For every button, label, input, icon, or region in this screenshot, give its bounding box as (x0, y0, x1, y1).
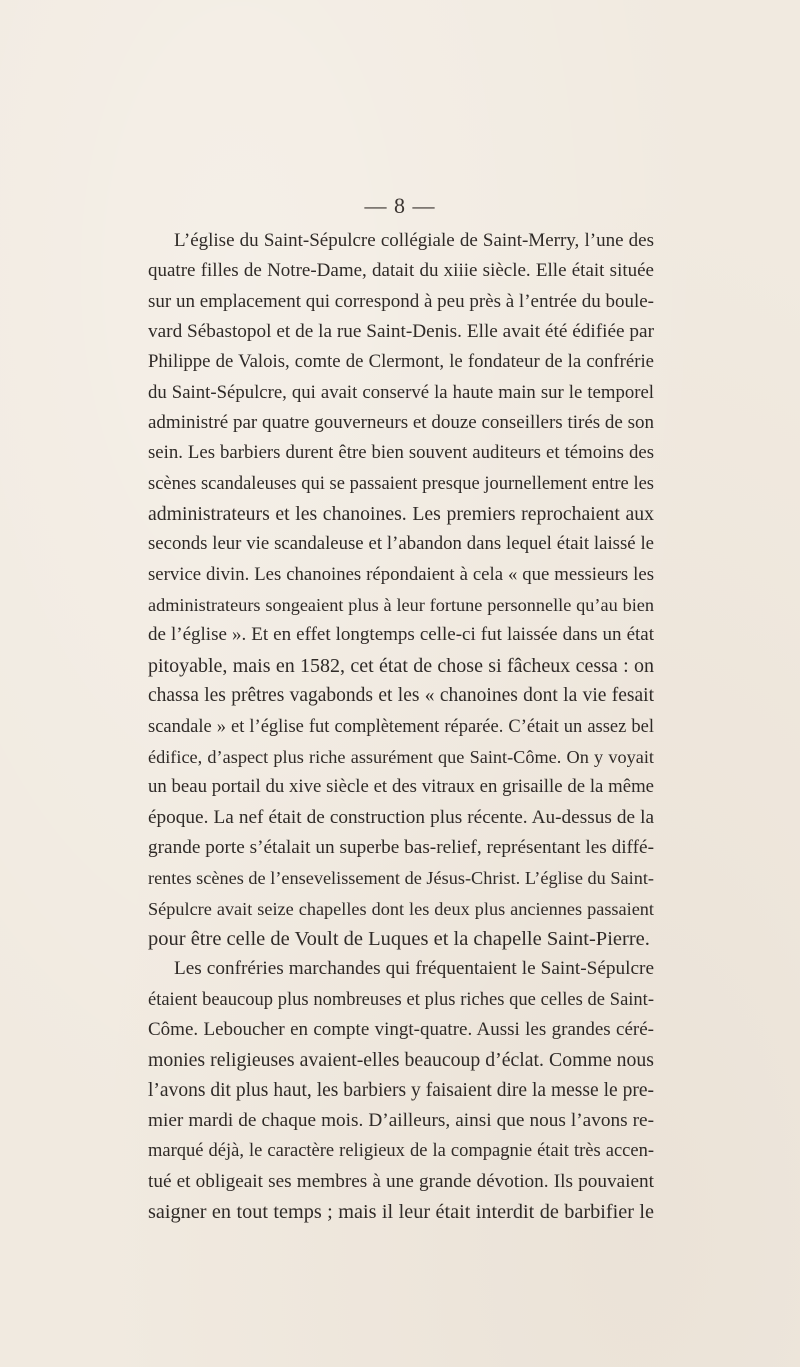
text-line: quatre filles de Notre-Dame, datait du xiiie siècle. Elle était située (148, 260, 654, 282)
text-line: un beau portail du xive siècle et des vitraux en grisaille de la même (148, 776, 654, 798)
text-line: grande porte s’étalait un superbe bas-relief, représentant les diffé- (148, 836, 654, 858)
text-line: édifice, d’aspect plus riche assurément que Saint-Côme. On y voyait (148, 746, 654, 767)
text-line: administré par quatre gouverneurs et douze conseillers tirés de son (148, 412, 654, 434)
text-line: l’avons dit plus haut, les barbiers y faisaient dire la messe le pre- (148, 1079, 654, 1101)
text-line: mier mardi de chaque mois. D’ailleurs, ainsi que nous l’avons re- (148, 1109, 654, 1131)
text-line: Les confréries marchandes qui fréquentaient le Saint-Sépulcre (174, 958, 654, 980)
text-line: chassa les prêtres vagabonds et les « chanoines dont la vie fesait (148, 685, 654, 707)
text-line: service divin. Les chanoines répondaient à cela « que messieurs les (148, 563, 654, 585)
text-line: de l’église ». Et en effet longtemps celle-ci fut laissée dans un état (148, 624, 654, 646)
text-line: du Saint-Sépulcre, qui avait conservé la haute main sur le temporel (148, 381, 654, 403)
page-number: — 8 — (364, 193, 436, 218)
text-line: sur un emplacement qui correspond à peu près à l’entrée du boule- (148, 290, 654, 312)
text-line: Sépulcre avait seize chapelles dont les deux plus anciennes passaient (148, 898, 654, 919)
text-line: scènes scandaleuses qui se passaient presque journellement entre les (148, 473, 654, 494)
text-line: marqué déjà, le caractère religieux de la compagnie était très accen- (148, 1141, 654, 1162)
body-text (148, 226, 654, 1227)
text-line: rentes scènes de l’ensevelissement de Jésus-Christ. L’église du Saint- (148, 868, 654, 889)
text-line: saigner en tout temps ; mais il leur était interdit de barbifier le (148, 1201, 654, 1223)
text-line: tué et obligeait ses membres à une grande dévotion. Ils pouvaient (148, 1170, 654, 1192)
text-line: pour être celle de Voult de Luques et la chapelle Saint-Pierre. (148, 927, 650, 950)
text-line: pitoyable, mais en 1582, cet état de chose si fâcheux cessa : on (148, 654, 654, 677)
text-line: étaient beaucoup plus nombreuses et plus riches que celles de Saint- (148, 989, 654, 1010)
text-line: administrateurs songeaient plus à leur fortune personnelle qu’au bien (148, 595, 654, 616)
text-line: Philippe de Valois, comte de Clermont, le fondateur de la confrérie (148, 351, 654, 373)
text-line: monies religieuses avaient-elles beaucoup d’éclat. Comme nous (148, 1049, 654, 1072)
text-line: sein. Les barbiers durent être bien souvent auditeurs et témoins des (148, 442, 654, 464)
text-line: administrateurs et les chanoines. Les premiers reprochaient aux (148, 503, 654, 526)
text-line: L’église du Saint-Sépulcre collégiale de Saint-Merry, l’une des (174, 230, 654, 251)
text-line: vard Sébastopol et de la rue Saint-Denis. Elle avait été édifiée par (148, 321, 654, 343)
text-line: seconds leur vie scandaleuse et l’abandon dans lequel était laissé le (148, 533, 654, 555)
text-line: scandale » et l’église fut complètement réparée. C’était un assez bel (148, 716, 654, 737)
text-line: Côme. Leboucher en compte vingt-quatre. Aussi les grandes céré- (148, 1018, 654, 1040)
text-line: époque. La nef était de construction plus récente. Au-dessus de la (148, 806, 654, 828)
